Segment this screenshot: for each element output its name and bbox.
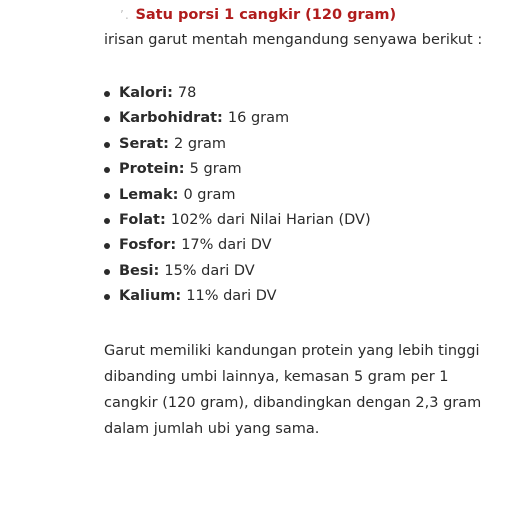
intro-paragraph: irisan garut mentah mengandung senyawa berikut : [104,32,483,48]
list-item [104,132,500,157]
bullet-icon [104,294,110,300]
nutrient-label: Kalori: [119,85,178,101]
list-item [104,259,500,284]
bullet-icon [104,91,110,97]
bullet-icon [104,142,110,148]
nutrient-list [104,81,500,310]
heading-prefix: ’ . [120,8,129,22]
bullet-icon [104,193,110,199]
nutrient-value: 2 gram [174,135,227,152]
list-item [104,284,500,309]
nutrient-label: Protein: [119,161,190,178]
list-item [104,233,500,258]
nutrient-label: Serat: [119,135,174,152]
article-content [104,4,500,442]
nutrient-value: 78 [177,85,197,101]
bullet-icon [104,116,110,122]
nutrient-value: 17% dari DV [181,237,272,254]
bullet-icon [104,243,110,249]
list-item [104,81,500,106]
nutrient-label: Karbohidrat: [119,110,228,127]
bullet-icon [104,218,110,224]
nutrient-label: Lemak: [119,186,184,203]
nutrient-value: 102% dari Nilai Harian (DV) [170,211,371,228]
list-item [104,208,500,233]
bullet-icon [104,167,110,173]
nutrient-value: 5 gram [189,161,242,178]
nutrient-value: 11% dari DV [186,288,277,305]
bullet-icon [104,269,110,275]
list-item [104,157,500,182]
nutrient-label: Kalium: [119,288,187,305]
nutrient-label: Besi: [119,262,165,279]
nutrient-label: Folat: [119,211,171,228]
section-heading [104,4,500,26]
nutrient-value: 0 gram [183,186,236,203]
outro-paragraph: Garut memiliki kandungan protein yang lebih tinggi dibanding umbi lainnya, kemasan 5 gram per 1 cangkir (120 gram), dibandingkan dengan 2,3 gram dalam jumlah ubi yang sama. [104,342,482,437]
heading-text: Satu porsi 1 cangkir (120 gram) [135,7,397,23]
nutrient-label: Fosfor: [119,237,182,254]
list-item [104,106,500,131]
list-item [104,183,500,208]
nutrient-value: 15% dari DV [164,262,255,279]
nutrient-value: 16 gram [227,110,290,127]
